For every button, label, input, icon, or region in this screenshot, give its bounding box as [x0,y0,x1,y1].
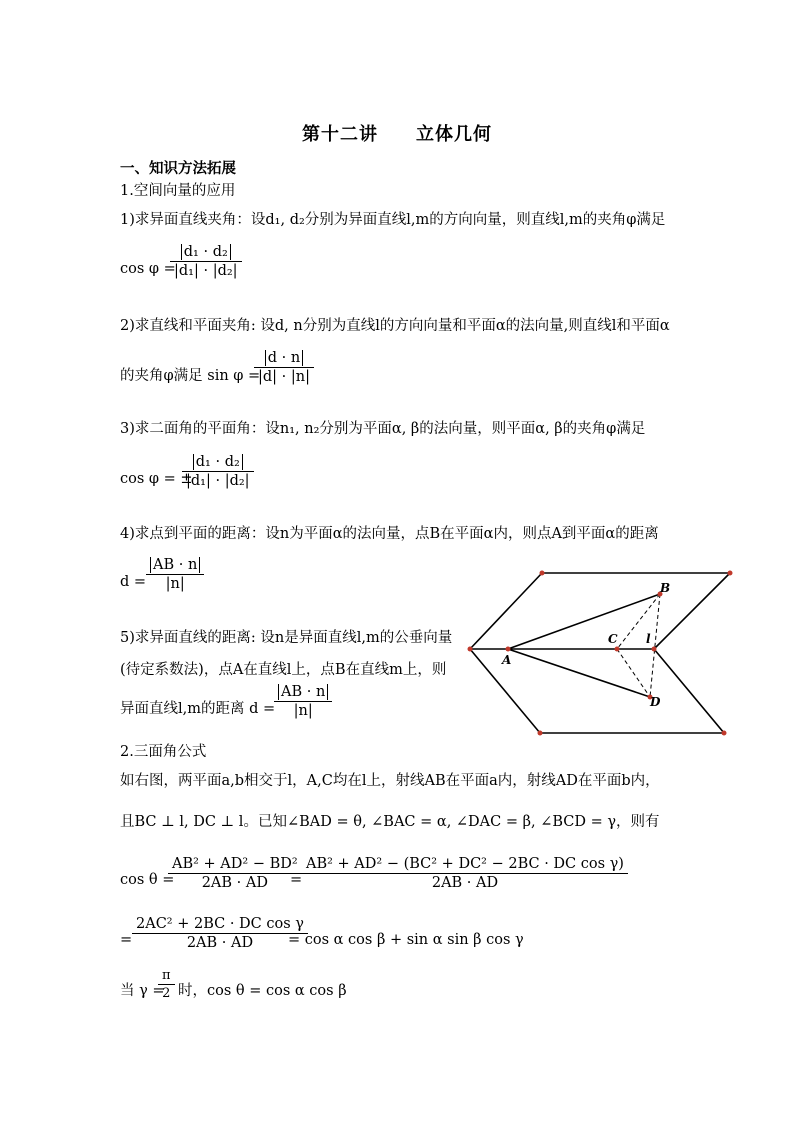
eq1-fraction-2 [302,856,628,891]
eq2-fraction-den: 2AB · AD [186,935,254,951]
item5-text-1: 5)求异面直线的距离: 设n是异面直线l,m的公垂向量 [120,630,453,646]
upper-plane [470,573,730,649]
item1-fraction [170,244,242,279]
item3-denominator: |d₁| · |d₂| [186,473,250,489]
item5-text-2: (待定系数法)，点A在直线l上，点B在直线m上，则 [120,662,447,678]
eq1-fraction-2-den: 2AB · AD [431,875,499,891]
item5-fraction [274,684,332,719]
item4-fraction [146,557,204,592]
item1-numerator: d₁ · d₂ [181,244,231,260]
item1-denominator: |d₁| · |d₂| [174,263,238,279]
item3-numerator: d₁ · d₂ [193,454,243,470]
subsection-heading: 1.空间向量的应用 [120,183,236,199]
ray-AD [508,649,650,697]
point-top-right [728,571,733,576]
page-title: 第十二讲 立体几何 [302,124,492,145]
point-left [468,647,473,652]
item4-lhs: d = [120,574,147,590]
label-D: D [650,695,661,709]
point-bottom-left [538,731,543,736]
item2-text-2: 的夹角φ满足 sin φ = [120,368,261,384]
item2-numerator: d · n [265,350,303,366]
last-line-pre: 当 γ = [120,983,165,999]
item4-denominator: |n| [165,576,185,592]
item4-numerator: AB · n [150,557,200,573]
label-l: l [646,632,651,646]
eq2-fraction [132,916,308,951]
eq2-fraction-num: 2AC² + 2BC · DC cos γ [132,916,308,934]
eq2-rhs: = cos α cos β + sin α sin β cos γ [288,932,524,948]
item2-fraction [254,350,314,385]
eq1-fraction-2-num: AB² + AD² − (BC² + DC² − 2BC · DC cos γ) [302,856,628,874]
section2-text-2: 且BC ⊥ l, DC ⊥ l。已知∠BAD = θ, ∠BAC = α, ∠DAC = β, ∠BCD = γ，则有 [120,814,660,830]
point-top-left [540,571,545,576]
last-line-post: 时，cos θ = cos α cos β [178,983,347,999]
eq1-fraction-1-den: 2AB · AD [201,875,268,891]
label-B: B [660,581,671,595]
pi-half-num: π [158,968,175,985]
item1-text: 1)求异面直线夹角：设d₁, d₂分别为异面直线l,m的方向向量，则直线l,m的夹角φ满足 [120,212,666,228]
item4-text: 4)求点到平面的距离：设n为平面α的法向量，点B在平面α内，则点A到平面α的距离 [120,526,659,542]
eq1-equals: = [290,872,303,888]
item1-lhs: cos φ = [120,261,176,277]
item2-text: 2)求直线和平面夹角: 设d, n分别为直线l的方向向量和平面α的法向量,则直线l和平面α [120,318,670,334]
pi-half-den: 2 [162,986,171,1001]
eq1-lhs: cos θ = [120,872,175,888]
eq1-fraction-1-num: AB² + AD² − BD² [168,856,302,874]
label-A: A [502,653,512,667]
point-C [615,647,620,652]
item3-fraction [182,454,254,489]
item3-lhs: cos φ = ± [120,471,193,487]
segment-CD [617,649,650,697]
item5-text-3: 异面直线l,m的距离 d = [120,701,276,717]
eq2-equals: = [120,932,133,948]
ray-AB [508,594,660,649]
item5-numerator: AB · n [278,684,328,700]
point-l [652,647,657,652]
label-C: C [608,632,618,646]
dihedral-angle-figure [462,560,742,750]
item5-denominator: |n| [293,703,313,719]
item2-denominator: |d| · |n| [258,369,310,385]
section-heading: 一、知识方法拓展 [120,160,236,177]
point-bottom-right [722,731,727,736]
subsection-heading-2: 2.三面角公式 [120,744,207,760]
section2-text-1: 如右图，两平面a,b相交于l，A,C均在l上，射线AB在平面a内，射线AD在平面b内， [120,773,660,789]
point-A [506,647,511,652]
pi-half-fraction [158,968,175,1001]
item3-text: 3)求二面角的平面角：设n₁, n₂分别为平面α, β的法向量，则平面α, β的夹角φ满足 [120,421,646,437]
eq1-fraction-1 [168,856,302,891]
